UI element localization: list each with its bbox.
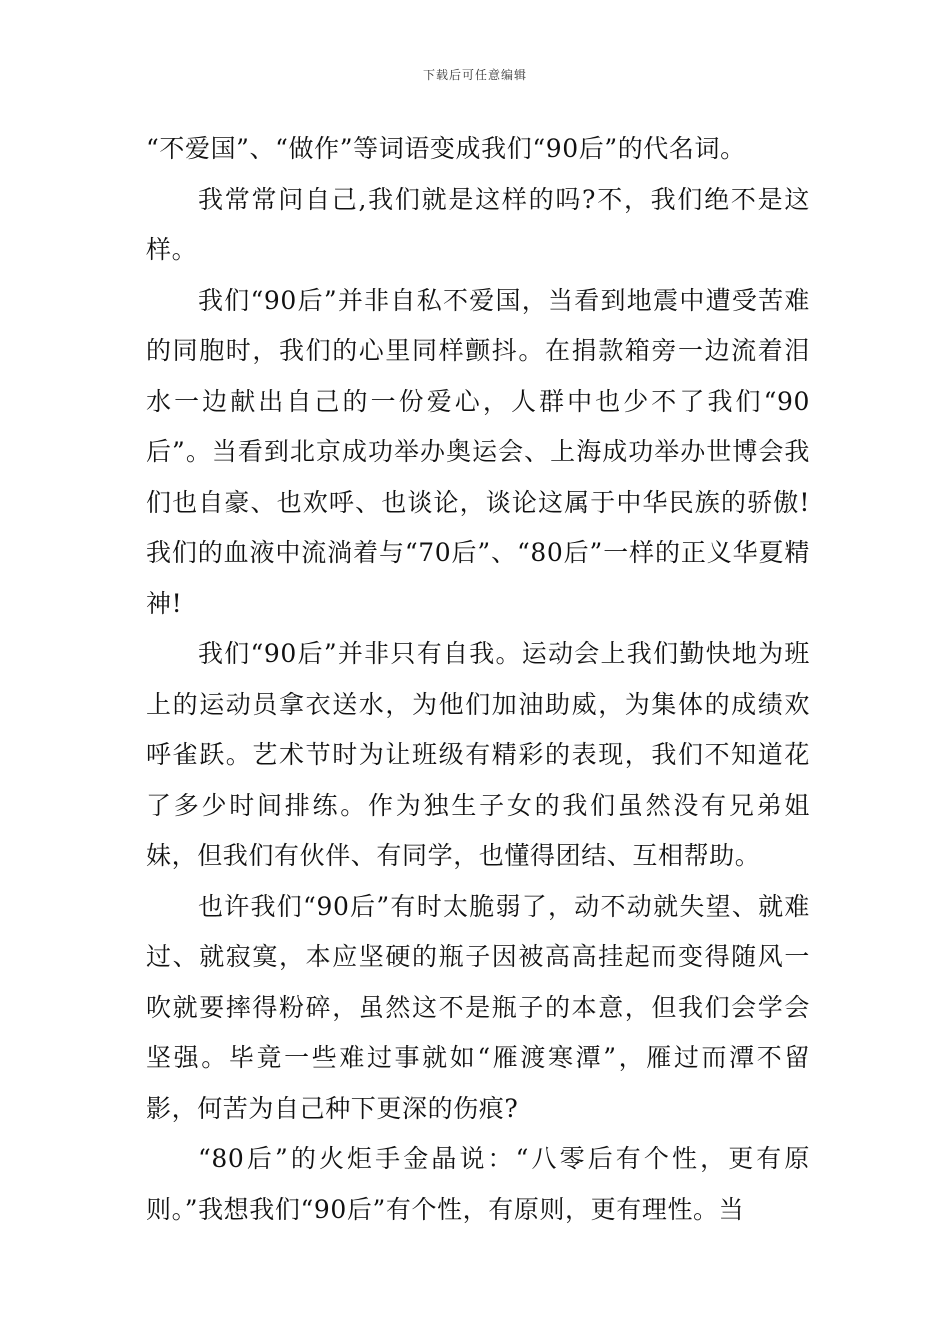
page-header: 下载后可任意编辑	[422, 68, 527, 82]
paragraph-2: 我常常问自己,我们就是这样的吗?不，我们绝不是这样。	[146, 184, 810, 264]
paragraph-1: “不爱国”、“做作”等词语变成我们“90后”的代名词。	[146, 134, 746, 163]
paragraph-3: 我们“90后”并非自私不爱国，当看到地震中遭受苦难的同胞时，我们的心里同样颤抖。在捐款箱旁一边流着泪水一边献出自己的一份爱心，人群中也少不了我们“90后”。当看到北京成功举办奥运会、上海成功举办世博会我们也自豪、也欢呼、也谈论，谈论这属于中华民族的骄傲!我们的血液中流淌着与“70后”、“80后”一样的正义华夏精神!	[146, 285, 810, 618]
paragraph-4: 我们“90后”并非只有自我。运动会上我们勤快地为班上的运动员拿衣送水，为他们加油助威，为集体的成绩欢呼雀跃。艺术节时为让班级有精彩的表现，我们不知道花了多少时间排练。作为独生子女的我们虽然没有兄弟姐妹，但我们有伙伴、有同学，也懂得团结、互相帮助。	[146, 639, 810, 870]
document-body	[146, 124, 810, 1235]
paragraph-5: 也许我们“90后”有时太脆弱了，动不动就失望、就难过、就寂寞，本应坚硬的瓶子因被高高挂起而变得随风一吹就要摔得粉碎，虽然这不是瓶子的本意，但我们会学会坚强。毕竟一些难过事就如“雁渡寒潭”，雁过而潭不留影，何苦为自己种下更深的伤痕?	[146, 891, 810, 1123]
paragraph-6: “80后”的火炬手金晶说：“八零后有个性，更有原则。”我想我们“90后”有个性，有原则，更有理性。当	[146, 1144, 810, 1224]
